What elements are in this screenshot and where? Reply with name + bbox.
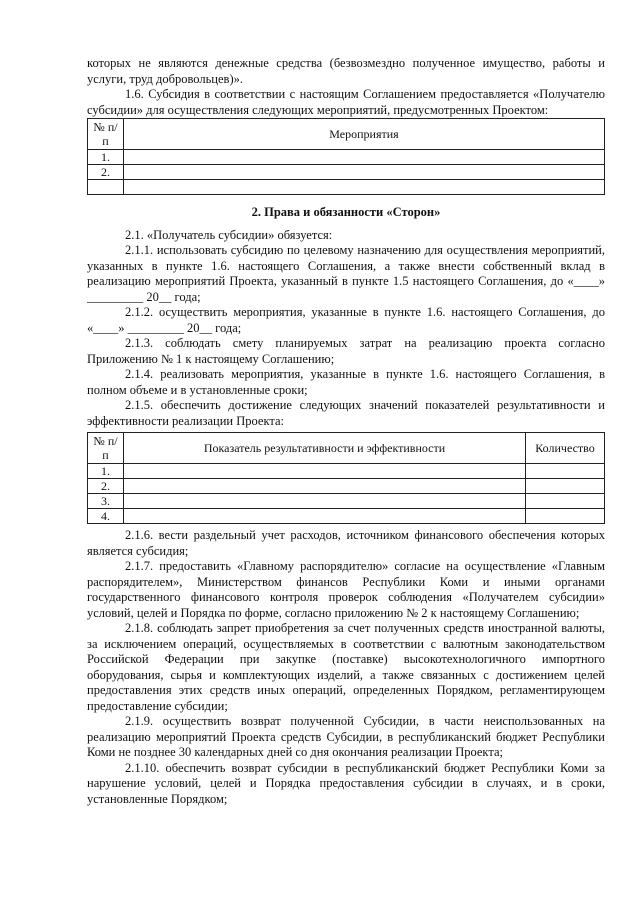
paragraph-2-1-10: 2.1.10. обеспечить возврат субсидии в республиканский бюджет Республики Коми за нарушение условий, целей и Порядка предоставления субсидии в случаях, и в сроки, установленные Порядком; [87,760,605,806]
row-number: 4. [88,509,124,524]
col-number-header: № п/п [88,433,124,464]
col-number-header: № п/п [88,119,124,150]
row-number: 2. [88,165,124,180]
paragraph-2-1-8: 2.1.8. соблюдать запрет приобретения за счет полученных средств иностранной валюты, за исключением операций, осуществляемых в соответствии с валютным законодательством Российской Федерации при закупке (поставке) высокотехнологичного импортного оборудования, сырья и комплектующих изделий, а также связанных с достижением целей предоставления этих средств иных операций, определенных Порядком, регламентирующем предоставление субсидии; [87,621,605,713]
table-row [88,150,605,165]
paragraph-2-1-4: 2.1.4. реализовать мероприятия, указанные в пункте 1.6. настоящего Соглашения, в полном объеме и в установленные сроки; [87,367,605,397]
table-row [88,479,605,494]
row-number: 1. [88,464,124,479]
paragraph-2-1-5: 2.1.5. обеспечить достижение следующих значений показателей результативности и эффективности реализации Проекта: [87,398,605,428]
row-number: 3. [88,494,124,509]
row-cell [526,494,605,509]
paragraph-2-1-7: 2.1.7. предоставить «Главному распорядителю» согласие на осуществление «Главным распорядителем», Министерством финансов Республики Коми и иными органами государственного финансового контроля проверок соблюдения «Получателем субсидии» условий, целей и Порядка по форме, согласно приложению № 2 к настоящему Соглашению; [87,559,605,620]
row-cell [124,509,526,524]
col-quantity-header: Количество [526,433,605,464]
row-cell [526,479,605,494]
row-cell [124,479,526,494]
paragraph-2-1-9: 2.1.9. осуществить возврат полученной Субсидии, в части неиспользованных на реализацию мероприятий Проекта средств Субсидии, в республиканский бюджет Республики Коми не позднее 30 календарных дней со дня окончания реализации Проекта; [87,714,605,759]
paragraph-continuation: которых не являются денежные средства (безвозмездно полученное имущество, работы и услуги, труд добровольцев)». [87,56,605,86]
row-cell [526,464,605,479]
table-header-row [88,433,605,464]
row-cell [526,509,605,524]
row-number [88,180,124,195]
row-number: 2. [88,479,124,494]
row-cell [124,180,605,195]
table-header-row [88,119,605,150]
row-cell [124,165,605,180]
row-cell [124,464,526,479]
paragraph-2-1-2: 2.1.2. осуществить мероприятия, указанные в пункте 1.6. настоящего Соглашения, до «____» _________ 20__ года; [87,305,605,335]
paragraph-2-1-6: 2.1.6. вести раздельный учет расходов, источником финансового обеспечения которых является субсидия; [87,528,605,558]
col-activities-header: Мероприятия [124,119,605,150]
table-row [88,464,605,479]
table-row [88,180,605,195]
paragraph-2-1-3: 2.1.3. соблюдать смету планируемых затрат на реализацию проекта согласно Приложению № 1 к настоящему Соглашению; [87,336,605,366]
paragraph-1-6: 1.6. Субсидия в соответствии с настоящим Соглашением предоставляется «Получателю субсидии» для осуществления следующих мероприятий, предусмотренных Проектом: [87,87,605,117]
section-title: 2. Права и обязанности «Сторон» [251,205,441,219]
table-row [88,494,605,509]
row-cell [124,150,605,165]
col-indicator-header: Показатель результативности и эффективности [124,433,526,464]
table-row [88,165,605,180]
row-number: 1. [88,150,124,165]
paragraph-2-1: 2.1. «Получатель субсидии» обязуется: [125,227,333,242]
activities-table [87,118,605,195]
paragraph-2-1-1: 2.1.1. использовать субсидию по целевому назначению для осуществления мероприятий, указанных в пункте 1.6. настоящего Соглашения, а также внести собственный вклад в реализацию мероприятий Проекта, указанный в пункте 1.5 настоящего Соглашения, до «____» _________ 20__ года; [87,243,605,304]
indicators-table [87,432,605,524]
document-page [87,56,605,807]
row-cell [124,494,526,509]
table-row [88,509,605,524]
